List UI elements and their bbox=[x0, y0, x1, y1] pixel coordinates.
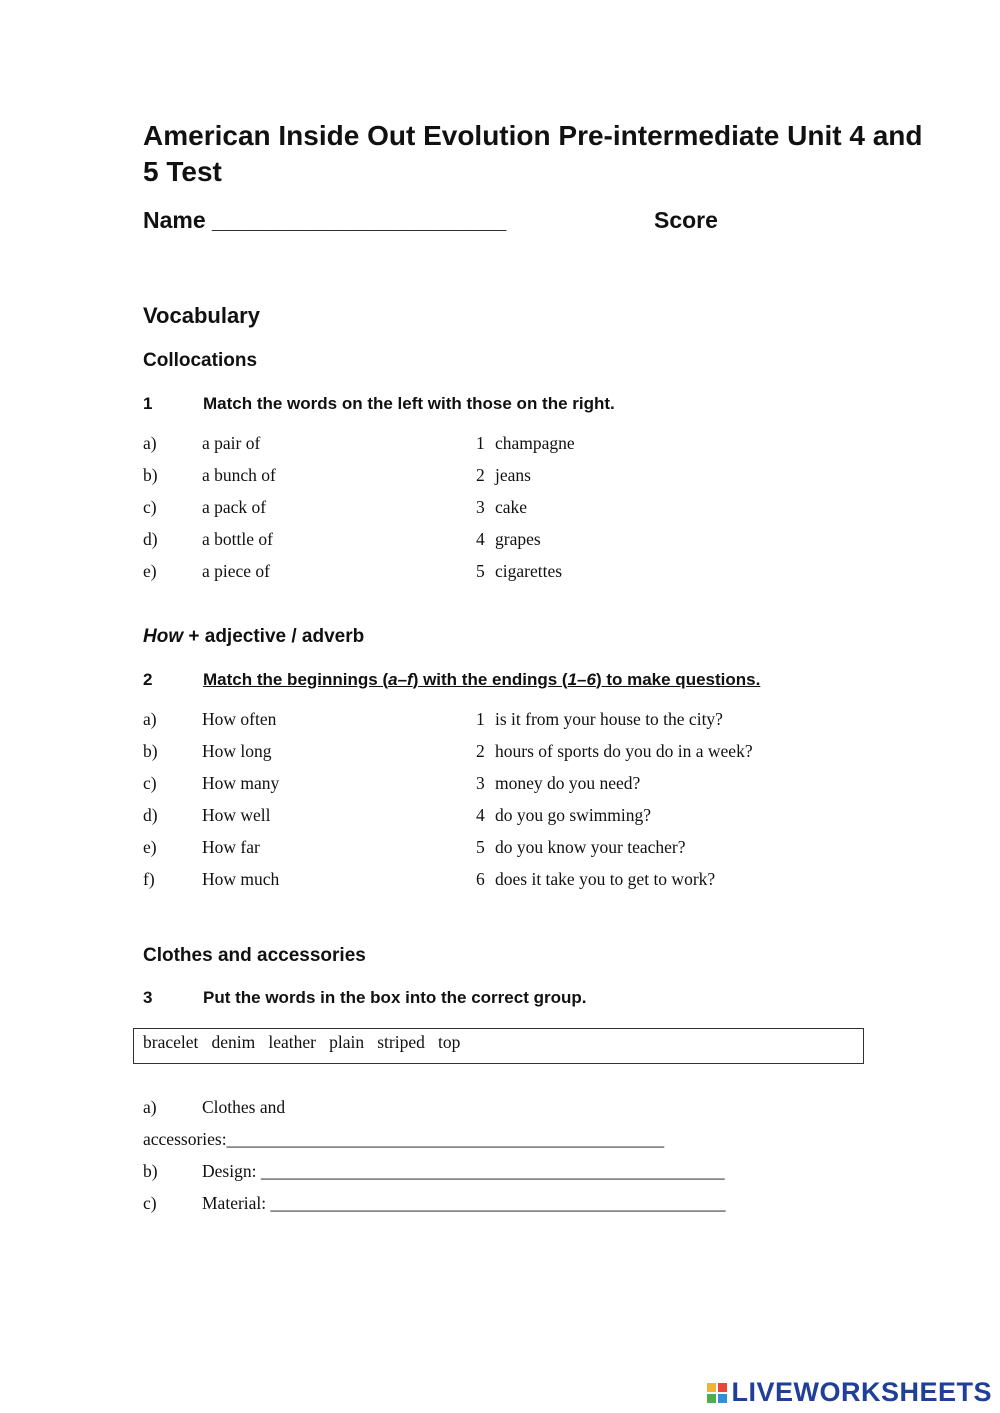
logo-square bbox=[718, 1383, 727, 1392]
exercise-2-instruction bbox=[143, 670, 760, 690]
right-number: 1 bbox=[476, 709, 485, 729]
right-item: cigarettes bbox=[495, 561, 563, 581]
name-field-label: Name _______________________ bbox=[143, 207, 507, 233]
instruction-text: Match the beginnings (a–f) with the endings (1–6) to make questions. bbox=[203, 670, 761, 689]
left-item: How far bbox=[202, 837, 260, 857]
right-item: is it from your house to the city? bbox=[495, 709, 723, 729]
right-number: 2 bbox=[476, 465, 485, 485]
exercise-number: 1 bbox=[143, 394, 153, 413]
row-letter: a) bbox=[143, 433, 157, 453]
how-heading-rest: + adjective / adverb bbox=[183, 626, 365, 647]
right-item: does it take you to get to work? bbox=[495, 869, 716, 889]
row-letter: e) bbox=[143, 561, 157, 581]
answer-line-clothes[interactable]: accessories:__________________________________________________ bbox=[143, 1129, 665, 1149]
right-number: 3 bbox=[476, 497, 485, 517]
logo-text: LIVEWORKSHEETS bbox=[731, 1377, 992, 1407]
row-letter: c) bbox=[143, 773, 157, 793]
right-item: money do you need? bbox=[495, 773, 641, 793]
left-item: How often bbox=[202, 709, 277, 729]
word-box: bracelet denim leather plain striped top bbox=[133, 1028, 864, 1064]
right-item: hours of sports do you do in a week? bbox=[495, 741, 753, 761]
exercise-1-instruction bbox=[143, 394, 615, 414]
answer-line-design[interactable]: Design: _____________________________________________________ bbox=[202, 1161, 725, 1181]
row-label: Clothes and bbox=[202, 1097, 286, 1117]
left-item: How much bbox=[202, 869, 280, 889]
row-letter: e) bbox=[143, 837, 157, 857]
score-label: Score bbox=[654, 207, 718, 233]
right-item: jeans bbox=[495, 465, 531, 485]
right-item: champagne bbox=[495, 433, 575, 453]
right-number: 6 bbox=[476, 869, 485, 889]
row-letter: b) bbox=[143, 1161, 158, 1181]
right-number: 4 bbox=[476, 529, 485, 549]
row-letter: b) bbox=[143, 741, 158, 761]
row-letter: c) bbox=[143, 1193, 157, 1213]
right-number: 5 bbox=[476, 837, 485, 857]
logo-square bbox=[707, 1383, 716, 1392]
row-letter: d) bbox=[143, 805, 158, 825]
page-title: American Inside Out Evolution Pre-intermediate Unit 4 and 5 Test bbox=[143, 120, 923, 187]
how-heading bbox=[143, 626, 364, 648]
row-letter: a) bbox=[143, 1097, 157, 1117]
left-item: How many bbox=[202, 773, 280, 793]
right-number: 4 bbox=[476, 805, 485, 825]
left-item: a pair of bbox=[202, 433, 261, 453]
left-item: How long bbox=[202, 741, 272, 761]
logo-mark-icon bbox=[707, 1383, 727, 1403]
vocabulary-heading: Vocabulary bbox=[143, 303, 260, 328]
instruction-text: Match the words on the left with those on the right. bbox=[203, 394, 615, 413]
instruction-text: Put the words in the box into the correct group. bbox=[203, 988, 587, 1007]
row-letter: d) bbox=[143, 529, 158, 549]
left-item: a bunch of bbox=[202, 465, 276, 485]
row-letter: a) bbox=[143, 709, 157, 729]
exercise-number: 2 bbox=[143, 670, 153, 689]
left-item: a piece of bbox=[202, 561, 271, 581]
left-item: a pack of bbox=[202, 497, 267, 517]
right-number: 1 bbox=[476, 433, 485, 453]
row-letter: c) bbox=[143, 497, 157, 517]
row-letter: b) bbox=[143, 465, 158, 485]
right-item: cake bbox=[495, 497, 528, 517]
right-number: 2 bbox=[476, 741, 485, 761]
logo-square bbox=[707, 1394, 716, 1403]
clothes-heading: Clothes and accessories bbox=[143, 945, 366, 966]
liveworksheets-logo bbox=[707, 1377, 992, 1408]
collocations-heading: Collocations bbox=[143, 350, 258, 371]
logo-square bbox=[718, 1394, 727, 1403]
left-item: a bottle of bbox=[202, 529, 273, 549]
exercise-3-instruction bbox=[143, 988, 586, 1008]
how-heading-italic: How bbox=[143, 626, 184, 647]
exercise-number: 3 bbox=[143, 988, 153, 1007]
right-item: do you go swimming? bbox=[495, 805, 652, 825]
right-item: do you know your teacher? bbox=[495, 837, 686, 857]
left-item: How well bbox=[202, 805, 271, 825]
answer-line-material[interactable]: Material: ____________________________________________________ bbox=[202, 1193, 726, 1213]
row-letter: f) bbox=[143, 869, 155, 889]
right-number: 3 bbox=[476, 773, 485, 793]
right-item: grapes bbox=[495, 529, 541, 549]
right-number: 5 bbox=[476, 561, 485, 581]
